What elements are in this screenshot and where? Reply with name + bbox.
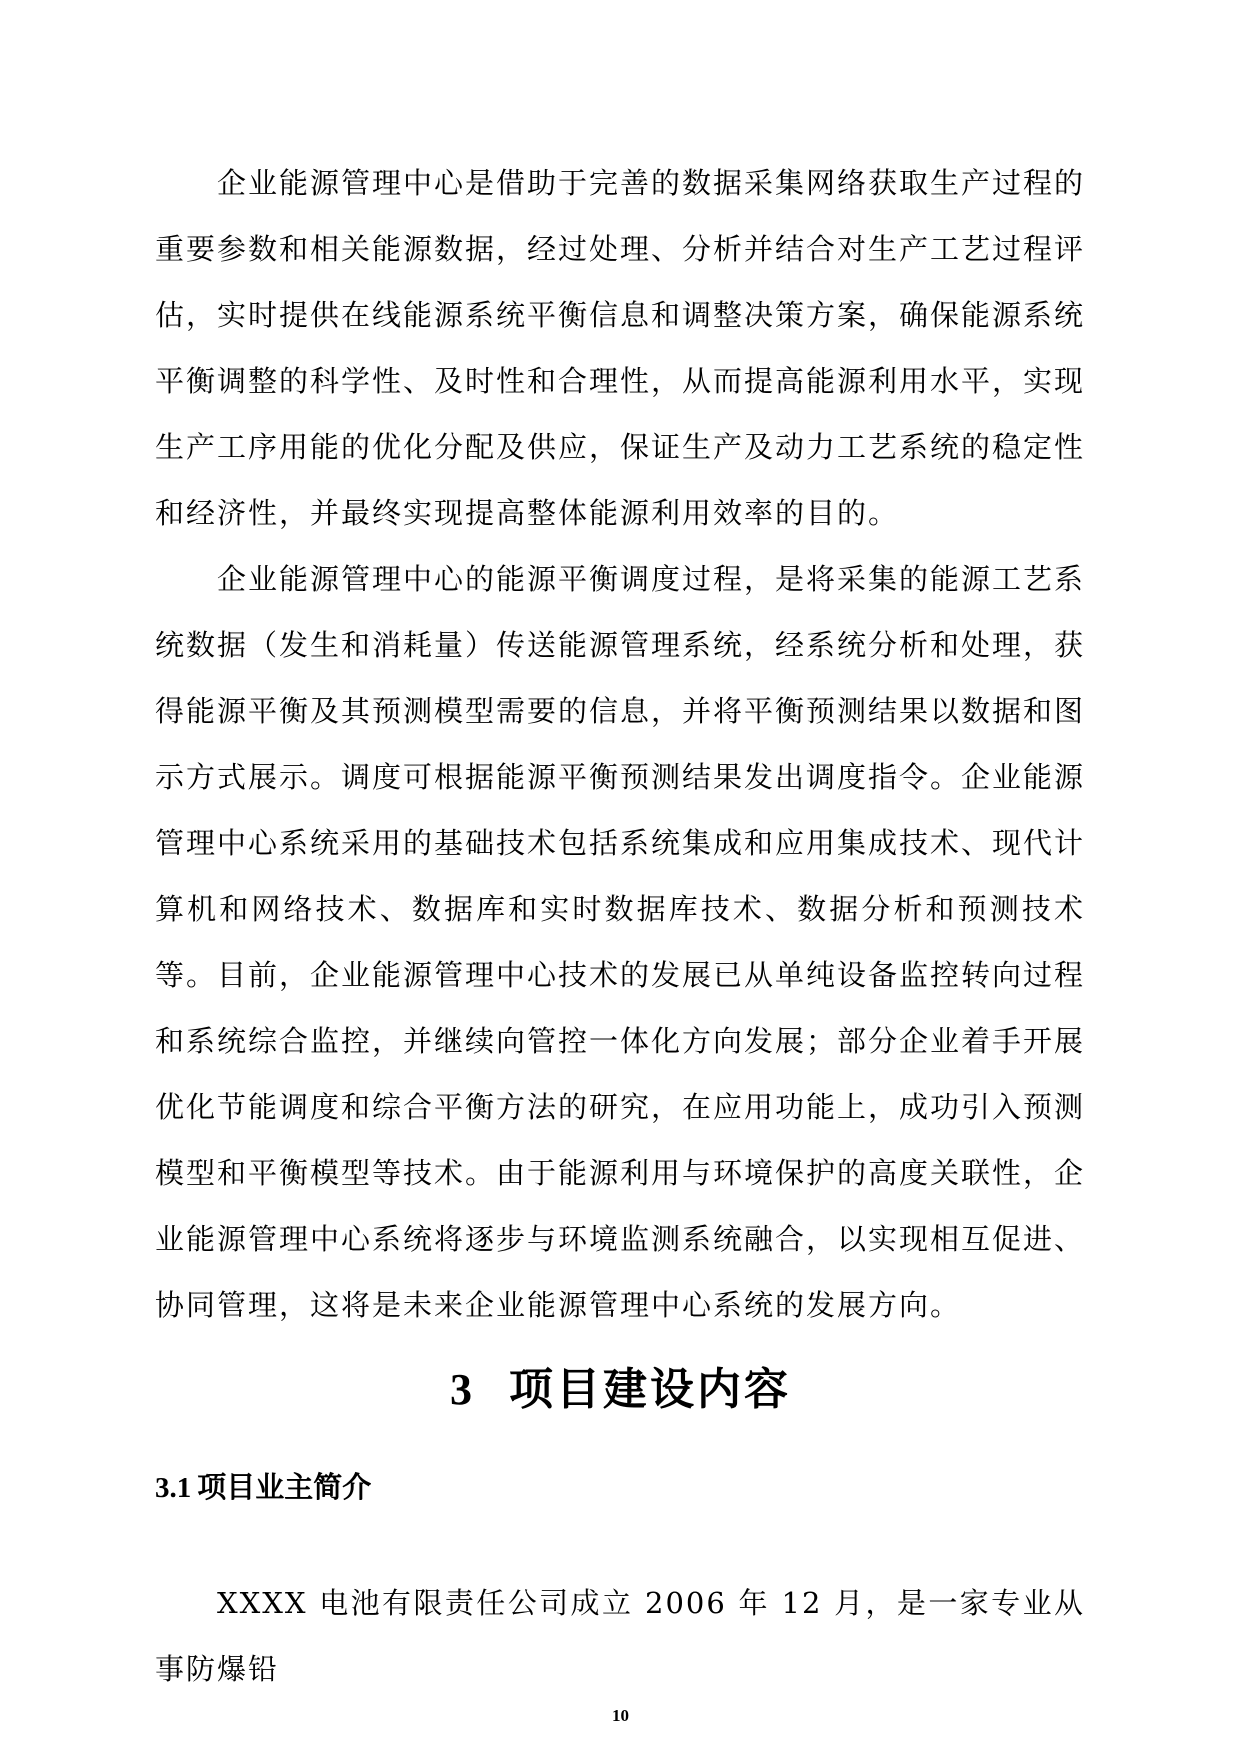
paragraph-text: 企业能源管理中心是借助于完善的数据采集网络获取生产过程的重要参数和相关能源数据，经过处理、分析并结合对生产工艺过程评估，实时提供在线能源系统平衡信息和调整决策方案，确保能源系统平衡调整的科学性、及时性和合理性，从而提高能源利用水平，实现生产工序用能的优化分配及供应，保证生产及动力工艺系统的稳定性和经济性，并最终实现提高整体能源利用效率的目的。 bbox=[155, 166, 1086, 530]
page-number: 10 bbox=[612, 1706, 629, 1725]
paragraph-text: 目前，企业能源管理中心技术的发展已从单纯设备监控转向过程和系统综合监控，并继续向管控一体化方向发展；部分企业着手开展优化节能调度和综合平衡方法的研究，在应用功能上，成功引入预测模型和平衡模型等技术。由于能源利用与环境保护的高度关联性，企业能源管理中心系统将逐步与环境监测系统融合，以实现相互促进、协同管理，这将是未来企业能源管理中心系统的发展方向。 bbox=[155, 958, 1086, 1322]
section-heading bbox=[155, 1467, 371, 1508]
paragraph-text: 企业能源管理中心的能源平衡调度过程，是将采集的能源工艺系统数据（发生和消耗量）传送能源管理系统，经系统分析和处理，获得能源平衡及其预测模型需要的信息，并将平衡预测结果以数据和图示方式展示。调度可根据能源平衡预测结果发出调度指令。企业能源管理中心系统采用的基础技术包括系统集成和应用集成技术、现代计算机和网络技术、数据库和实时数据库技术、数据分析和预测技术等。 bbox=[155, 562, 1086, 992]
section-paragraph bbox=[155, 1570, 1085, 1702]
body-paragraph-3 bbox=[155, 942, 1085, 1338]
chapter-title-text: 项目建设内容 bbox=[509, 1364, 791, 1415]
body-paragraph-2 bbox=[155, 546, 1085, 1008]
section-number: 3.1 bbox=[155, 1472, 192, 1504]
section-title-text: 项目业主简介 bbox=[197, 1470, 372, 1504]
paragraph-text: XXXX 电池有限责任公司成立 2006 年 12 月，是一家专业从事防爆铅 bbox=[155, 1586, 1085, 1686]
body-paragraph-1 bbox=[155, 150, 1085, 546]
chapter-number: 3 bbox=[450, 1365, 475, 1414]
chapter-heading bbox=[0, 1360, 1241, 1420]
